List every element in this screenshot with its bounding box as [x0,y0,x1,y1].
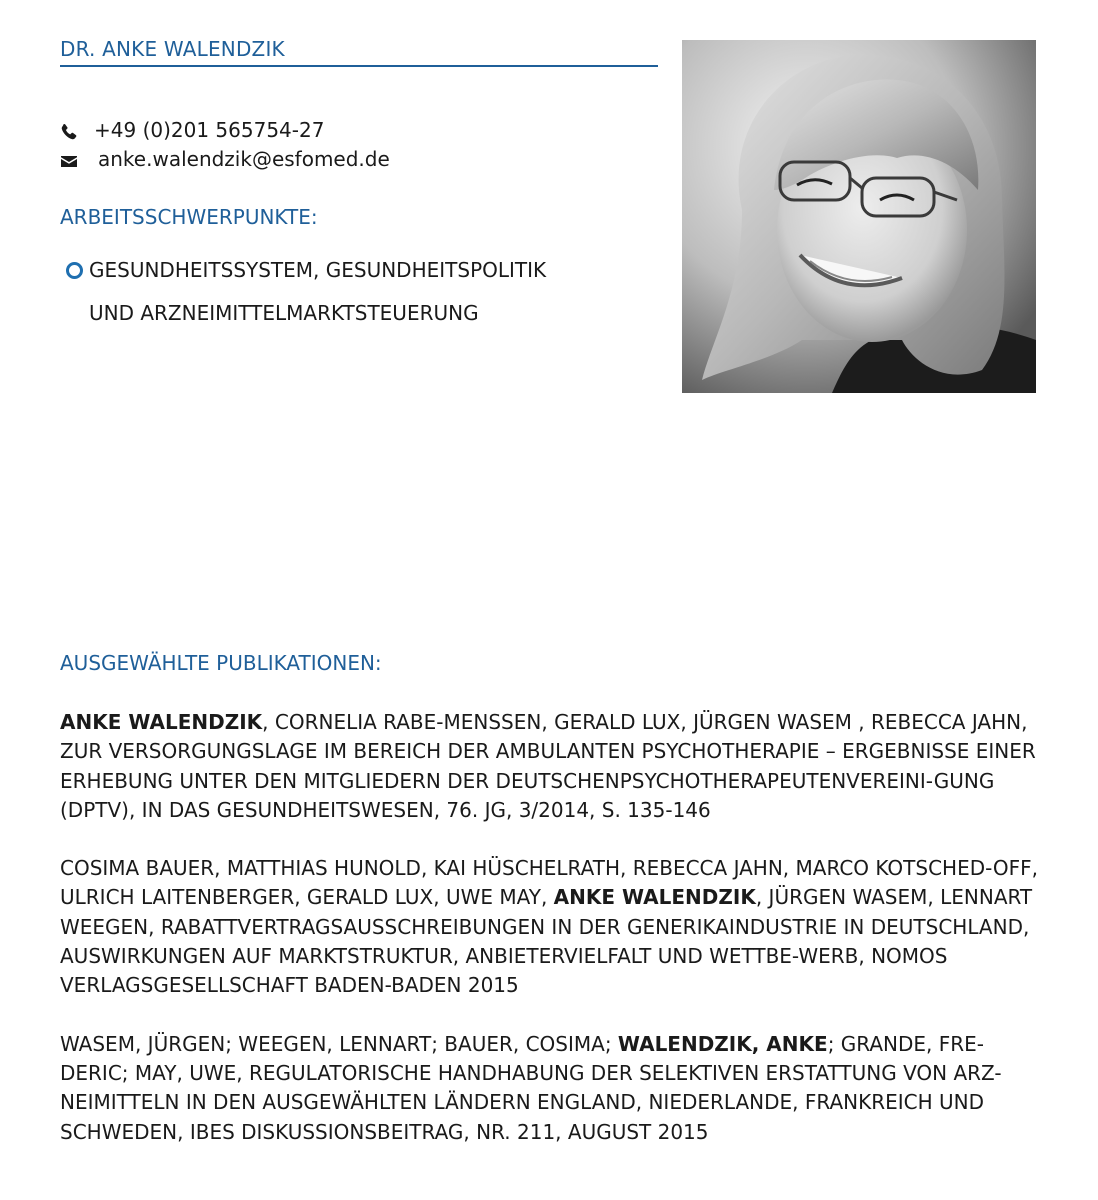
publication-3-author-bold: WALENDZIK, ANKE [617,1031,828,1056]
focus-item-line1: GESUNDHEITSSYSTEM, GESUNDHEITSPOLITIK [89,258,547,282]
focus-list [66,249,546,335]
publication-item-1 [60,708,1040,825]
publication-list [60,708,1040,1176]
contact-phone [60,117,324,143]
focus-heading: ARBEITSSCHWERPUNKTE: [60,205,318,229]
email-address[interactable]: anke.walendzik@esfomed.de [98,147,390,171]
publication-1-text: , CORNELIA RABE-MENSSEN, GERALD LUX, JÜRGEN WASEM , REBECCA JAHN, ZUR VERSORGUNGSLAGE IM BEREICH DER AMBULANTEN PSYCHOTHERAPIE – ERGEBNISSE EINER ERHEBUNG UNTER DEN MITGLIEDERN DER DEUTSCHENPSYCHOTHERAPEUTENVEREINI-GUNG (DPTV), IN DAS GESUNDHEITSWESEN, 76. JG, 3/2014, S. 135-146 [60,710,1036,822]
publications-heading: AUSGEWÄHLTE PUBLIKATIONEN: [60,651,382,675]
ring-bullet-icon [66,262,83,279]
phone-icon [60,121,78,139]
person-name-heading: DR. ANKE WALENDZIK [60,36,658,67]
focus-item-line2: UND ARZNEIMITTELMARKTSTEUERUNG [89,301,479,325]
publication-3-before: WASEM, JÜRGEN; WEEGEN, LENNART; BAUER, COSIMA; [60,1031,618,1056]
phone-number[interactable]: +49 (0)201 565754-27 [94,118,325,142]
portrait-photo [682,40,1036,393]
publication-1-author-bold: ANKE WALENDZIK [60,710,263,734]
publication-3-text: ; GRANDE, FRE-DERIC; MAY, UWE, REGULATORISCHE HANDHABUNG DER SELEKTIVEN ERSTATTUNG VON ARZ-NEIMITTELN IN DEN AUSGEWÄHLTEN LÄNDERN ENGLAND, NIEDERLANDE, FRANKREICH UND SCHWEDEN, IBES DISKUSSIONSBEITRAG, NR. 211, AUGUST 2015 [60,1031,1002,1144]
publication-item-3 [60,1030,1040,1147]
contact-email [60,146,390,172]
publication-2-text: , JÜRGEN WASEM, LENNART WEEGEN, RABATTVERTRAGSAUSSCHREIBUNGEN IN DER GENERIKAINDUSTRIE IN DEUTSCHLAND, AUSWIRKUNGEN AUF MARKTSTRUKTUR, ANBIETERVIELFALT UND WETTBE-WERB, NOMOS VERLAGSGESELLSCHAFT BADEN-BADEN 2015 [60,885,1033,998]
publication-2-before: COSIMA BAUER, MATTHIAS HUNOLD, KAI HÜSCHELRATH, REBECCA JAHN, MARCO KOTSCHED-OFF, ULRICH LAITENBERGER, GERALD LUX, UWE MAY, [60,856,1039,910]
publication-item-2 [60,854,1040,1000]
publication-2-author-bold: ANKE WALENDZIK [553,885,756,910]
envelope-icon [60,150,78,168]
